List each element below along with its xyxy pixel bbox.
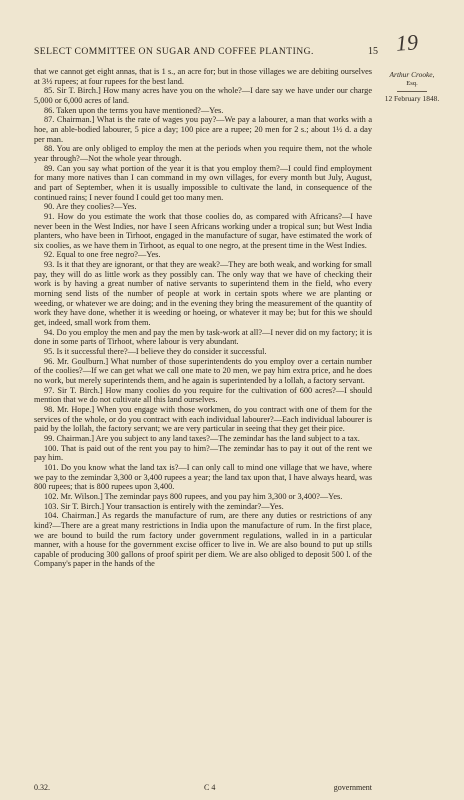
paragraph: 99. Chairman.] Are you subject to any land taxes?—The zemindar has the land subject to a tax.: [44, 433, 360, 443]
paragraph: 96. Mr. Goulburn.] What number of those superintendents do you employ over a certain number of the coolies?—If we can get what we call one mate to 20 men, we pay him extra price, and he does no work, but merely superintends them, and he again is superintended by a lollah, a factory servant.: [34, 356, 372, 385]
paragraph: 85. Sir T. Birch.] How many acres have you on the whole?—I dare say we have under our charge 5,000 or 6,000 acres of land.: [34, 86, 372, 105]
margin-note: [382, 70, 442, 104]
printer-signature: 0.32.: [34, 783, 50, 792]
paragraph: 101. Do you know what the land tax is?—I can only call to mind one village that we have, where we pay to the zemindar 3,300 or 3,400 rupees a year; the land tax upon that, I have always heard, was 800 rupees; that is 800 rupees upon 3,400.: [34, 462, 372, 492]
paragraph: 103. Sir T. Birch.] Your transaction is entirely with the zemindar?—Yes.: [44, 501, 284, 511]
handwritten-folio-number: 19: [395, 29, 419, 56]
paragraph: 104. Chairman.] As regards the manufacture of rum, are there any duties or restrictions of any kind?—There are a great many restrictions in India upon the manufacture of rum. In the first place, we are bound to build the rum factory under government regulations, walled in in a particular manner, with a house for the government excise officer to live in. We are also bound to put up stills capable of producing 300 gallons of proof spirit per diem. We are also obliged to deposit 500 l. of the Company's paper in the hands of the: [34, 511, 372, 569]
paragraph: 91. How do you estimate the work that those coolies do, as compared with Africans?—I have never been in the West Indies, nor have I seen Africans working under a tropical sun; but West India planters, who have been in Tirhoot, engaged in the manufacture of sugar, have estimated the work of six coolies, as we have them in Tirhoot, as equal to one negro, at the present time in the West Indies.: [34, 211, 372, 250]
paragraph: 94. Do you employ the men and pay the men by task-work at all?—I never did on my factory; it is done in some parts of Tirhoot, where labour is very abundant.: [34, 327, 372, 347]
paragraph: 86. Taken upon the terms you have mentioned?—Yes.: [44, 105, 224, 115]
document-body: [34, 67, 372, 569]
paragraph: 87. Chairman.] What is the rate of wages you pay?—We pay a labourer, a man that works with a hoe, an able-bodied labourer, 5 pice a day; 100 pice are a rupee; 20 men for 2 s.; about 1½ d. a day per man.: [34, 115, 372, 144]
sheet-mark: C 4: [204, 783, 216, 792]
paragraph: 100. That is paid out of the rent you pay to him?—The zemindar has to pay it out of the rent we pay him.: [34, 443, 372, 463]
margin-date: 12 February 1848.: [384, 94, 440, 104]
running-title: SELECT COMMITTEE ON SUGAR AND COFFEE PLANTING.: [34, 46, 314, 57]
page-number: 15: [368, 46, 378, 57]
paragraph: 88. You are only obliged to employ the men at the periods when you require them, not the whole year through?—Not the whole year through.: [34, 144, 372, 163]
paragraph: that we cannot get eight annas, that is 1 s., an acre for; but in those villages we are debiting ourselves at 3½ rupees; at four rupees for the best land.: [34, 67, 372, 86]
margin-witness-name: Arthur Crooke,: [389, 70, 435, 79]
paragraph: 95. Is it successful there?—I believe they do consider it successful.: [44, 347, 267, 357]
paragraph: 90. Are they coolies?—Yes.: [44, 202, 137, 212]
paragraph: 102. Mr. Wilson.] The zemindar pays 800 rupees, and you pay him 3,300 or 3,400?—Yes.: [44, 491, 343, 501]
paragraph: 89. Can you say what portion of the year it is that you employ them?—I could find employment for many more natives than I can command in my own villages, for every month but July, August, and part of September, when it is usually impossible to cultivate the land, in consequence of the continued rains; I never found I could get too many men.: [34, 163, 372, 202]
paragraph: 92. Equal to one free negro?—Yes.: [44, 250, 161, 260]
paragraph: 98. Mr. Hope.] When you engage with those workmen, do you contract with one of them for the services of the whole, or do you contract with each individual labourer?—Each individual labourer is paid by the lollah, the factory servant; we are very particular in seeing that they get their pice.: [34, 404, 372, 434]
paragraph: 93. Is it that they are ignorant, or that they are weak?—They are both weak, and working for small pay, they will do as little work as they possibly can. The only way that we have of checking their work is by having a great number of native servants to superintend them in the field, who every morning send lists of the number of people at work in certain spots where we are planting or weeding, or whatever we are doing; and in the evening they bring the measurement of the quantity of work they have done, whether it is weeding or hoeing, or whatever it may be; but for this we should get, indeed, small work from them.: [34, 260, 372, 328]
margin-divider: [397, 91, 427, 92]
paragraph: 97. Sir T. Birch.] How many coolies do you require for the cultivation of 600 acres?—I should mention that we do not cultivate all this land ourselves.: [34, 385, 372, 405]
catchword: government: [333, 783, 372, 792]
margin-witness-honorific: Esq.: [406, 80, 418, 88]
